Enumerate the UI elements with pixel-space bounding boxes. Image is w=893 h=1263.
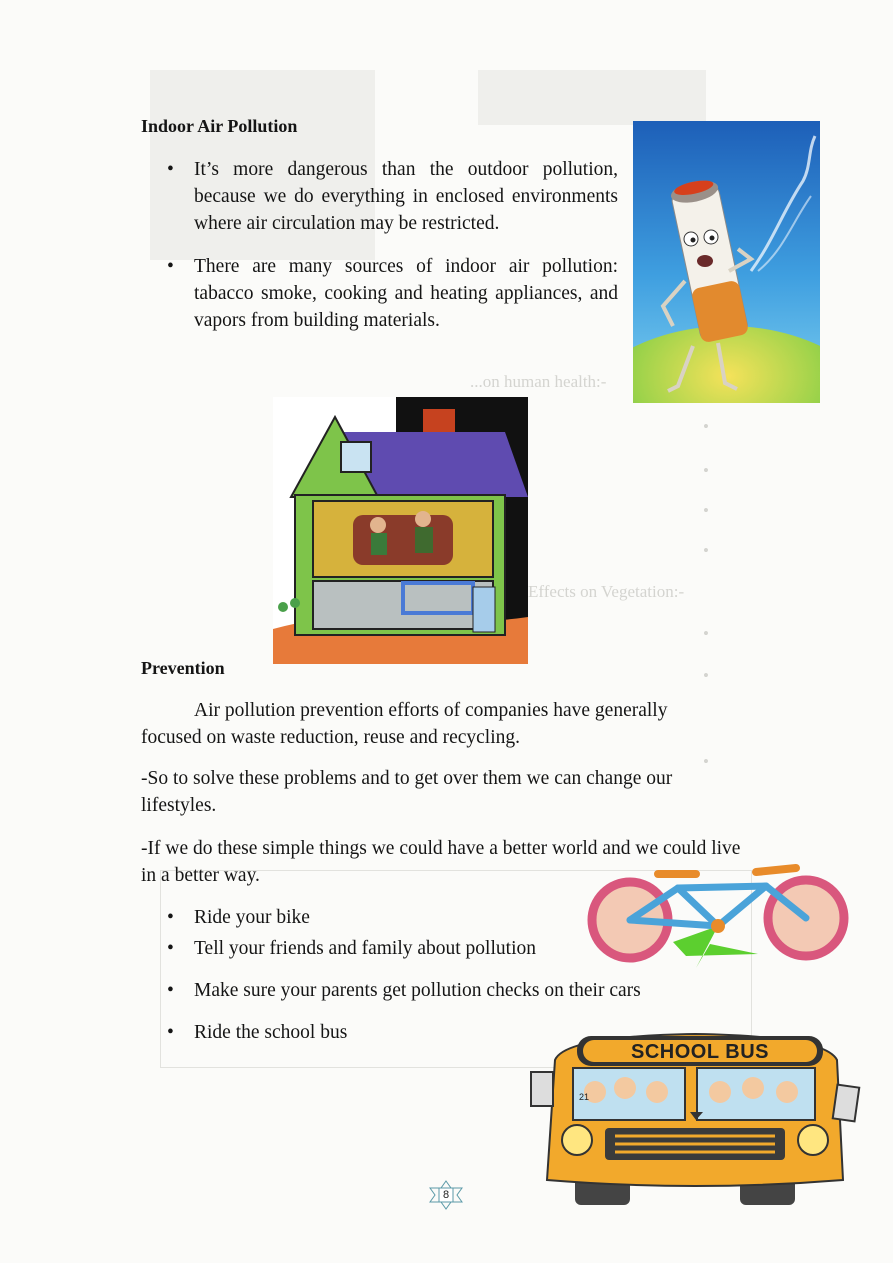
school-bus-illustration [525, 1030, 863, 1208]
show-through-text: • [703, 501, 709, 520]
action-item: • Make sure your parents get pollution checks on their cars [140, 977, 700, 1004]
indoor-bullet-list [140, 156, 618, 334]
house-illustration [273, 397, 528, 664]
show-through-text: • [703, 417, 709, 436]
show-through-text: • [703, 752, 709, 771]
indoor-bullet: • There are many sources of indoor air pollution: tabacco smoke, cooking and heating appliances, and vapors from building materials. [140, 253, 618, 334]
show-through-text: • [703, 461, 709, 480]
prevention-heading: Prevention [141, 658, 225, 678]
prevention-paragraph: -So to solve these problems and to get over them we can change our lifestyles. [141, 768, 673, 816]
page-number: 8 [442, 1189, 450, 1201]
bus-number: 21 [579, 1092, 590, 1102]
indoor-heading: Indoor Air Pollution [141, 116, 298, 136]
prevention-paragraph: -If we do these simple things we could have a better world and we could live in a better way. [141, 838, 741, 886]
action-item: • Tell your friends and family about pollution [140, 935, 700, 962]
cigarette-illustration [633, 121, 820, 403]
indoor-bullet: • It’s more dangerous than the outdoor pollution, because we do everything in enclosed environments where air circulation may be restricted. [140, 156, 618, 237]
show-through-image [478, 70, 706, 125]
show-through-text: ...on human health:- [470, 372, 607, 391]
prevention-paragraph: Air pollution prevention efforts of companies have generally focused on waste reduction, reuse and recycling. [141, 700, 668, 748]
action-item: • Ride the school bus [140, 1019, 700, 1046]
action-item: • Ride your bike [140, 904, 700, 931]
page-number-badge [427, 1180, 465, 1210]
show-through-text: Effects on Vegetation:- [528, 582, 685, 601]
bicycle-illustration [578, 860, 858, 975]
show-through-text: • [703, 541, 709, 560]
bus-sign: SCHOOL BUS [631, 1041, 769, 1063]
show-through-text: • [703, 624, 709, 643]
show-through-text: • [703, 666, 709, 685]
